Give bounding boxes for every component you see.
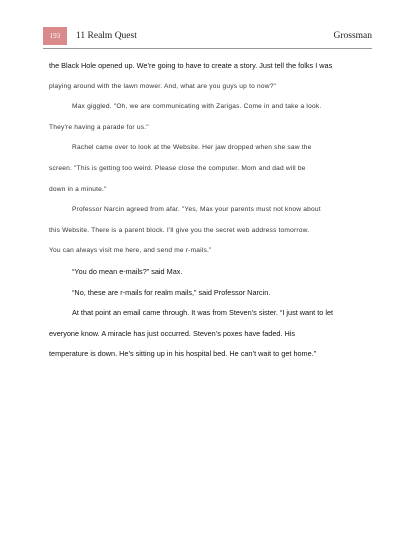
- text-line: You can always visit me here, and send me r-mails.”: [49, 247, 212, 255]
- author-name: Grossman: [333, 31, 372, 41]
- text-line: temperature is down. He’s sitting up in his hospital bed. He can’t wait to get home.”: [49, 349, 317, 359]
- text-line: “No, these are r-mails for realm mails,” said Professor Narcin.: [72, 287, 271, 297]
- text-line: Rachel came over to look at the Website. Her jaw dropped when she saw the: [72, 144, 312, 152]
- text-line: “You do mean e-mails?” said Max.: [72, 266, 183, 276]
- text-line: At that point an email came through. It was from Steven’s sister. “I just want to let: [72, 308, 334, 318]
- text-line: down in a minute.": [49, 185, 107, 193]
- text-line: playing around with the lawn mower. And, what are you guys up to now?": [49, 82, 277, 90]
- header-divider: [43, 48, 372, 49]
- page-number: 193: [49, 32, 61, 40]
- text-line: screen. "This is getting too weird. Please close the computer. Mom and dad will be: [49, 164, 306, 172]
- text-line: Professor Narcin agreed from afar. "Yes, Max your parents must not know about: [72, 206, 321, 214]
- text-line: everyone know. A miracle has just occurred. Steven’s poxes have faded. His: [49, 328, 296, 338]
- book-title: 11 Realm Quest: [76, 31, 137, 41]
- body-text: [49, 56, 379, 365]
- text-line: Max giggled. "Oh, we are communicating with Zarigas. Come in and take a look.: [72, 103, 322, 111]
- page-number-badge: [43, 27, 67, 45]
- text-line: the Black Hole opened up. We’re going to have to create a story. Just tell the folks I was: [49, 61, 333, 70]
- text-line: this Website. There is a parent block. I'll give you the secret web address tomorrow.: [49, 226, 310, 234]
- text-line: They're having a parade for us.": [49, 123, 149, 131]
